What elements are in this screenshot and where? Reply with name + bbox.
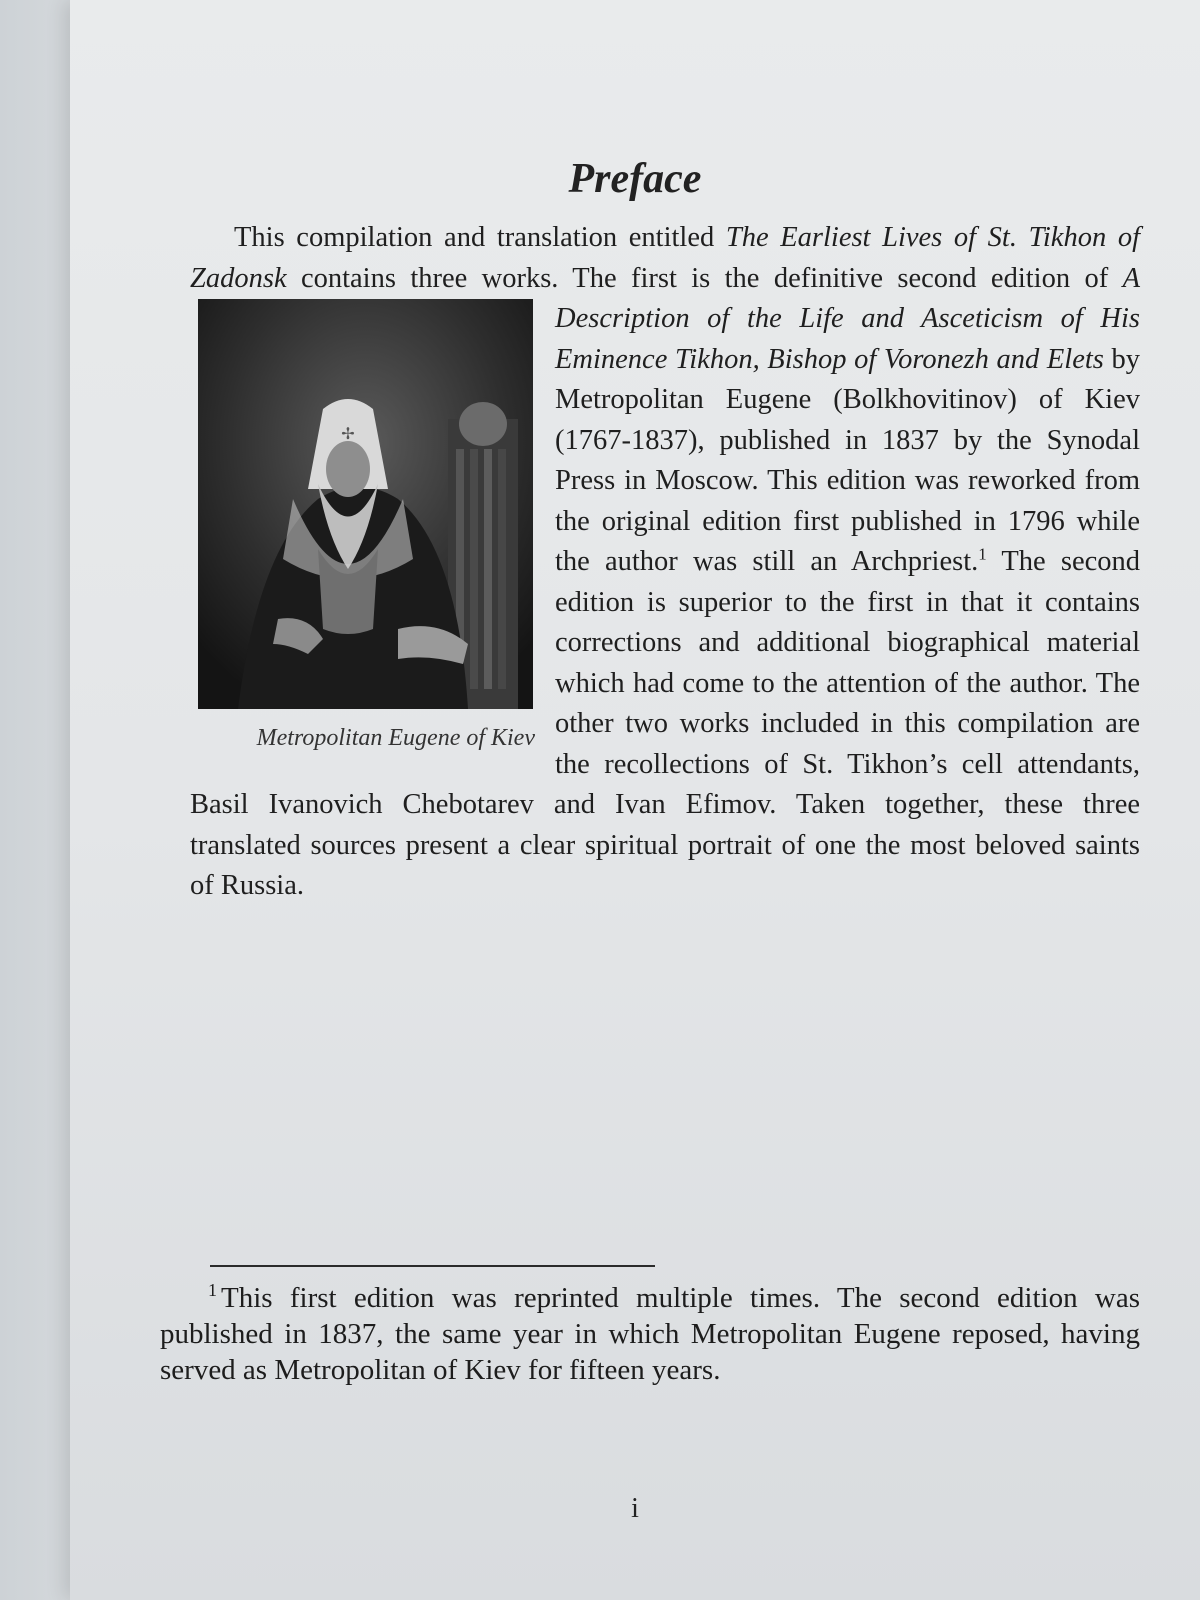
footnote-divider <box>210 1265 655 1267</box>
portrait-image <box>198 299 533 709</box>
footnote <box>160 1280 1140 1388</box>
page-number: i <box>631 1493 639 1524</box>
portrait-figure <box>190 299 535 753</box>
footnote-reference[interactable]: 1 <box>978 544 987 564</box>
portrait-caption: Metropolitan Eugene of Kiev <box>256 725 535 751</box>
work-title: A Description of the Life and Asceticism of His Eminence Tikhon, Bishop of Voronezh and Elets <box>555 262 1140 375</box>
preface-body <box>190 218 1140 907</box>
book-title: The Earliest Lives of St. Tikhon of Zadonsk <box>190 222 1140 294</box>
page-title: Preface <box>568 156 702 202</box>
footnote-text: This first edition was reprinted multiple times. The second edition was published in 1837, the same year in which Metropolitan Eugene reposed, having served as Metropolitan of Kiev for fifteen years. <box>160 1282 1140 1386</box>
svg-text:✢: ✢ <box>341 426 355 443</box>
preface-paragraph <box>190 218 1140 907</box>
footnote-mark: 1 <box>208 1280 217 1301</box>
paragraph-part-3: by Metropolitan Eugene (Bolkhovitinov) of Kiev (1767-1837), published in 1837 by the Synodal Press in Moscow. This edition was reworked from the original edition first published in 1796 while the author was still an Archpriest. <box>555 343 1140 577</box>
paragraph-part-1: This compilation and translation entitled <box>234 222 726 253</box>
paragraph-part-2: contains three works. The first is the definitive second edition of <box>286 262 1123 294</box>
book-page <box>70 0 1200 1600</box>
paragraph-part-4: The second edition is superior to the first in that it contains corrections and additional biographical material which had come to the attention of the author. The other two works included in this compilation are the recollections of St. Tikhon’s cell attendants, Basil Ivanovich Chebotarev and Ivan Efimov. Taken together, these three translated sources present a clear spiritual portrait of one the most beloved saints of Russia. <box>190 546 1140 901</box>
